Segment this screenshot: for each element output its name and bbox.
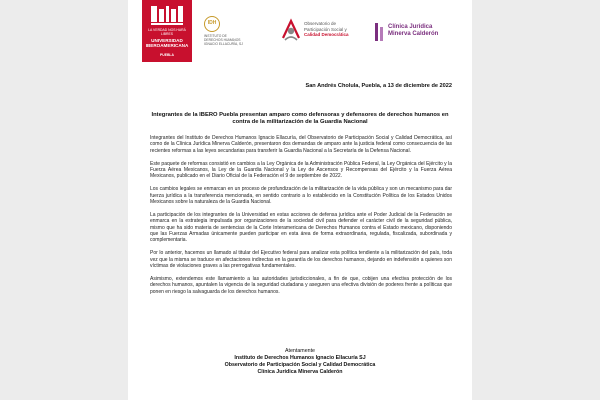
observatorio-logo <box>280 18 364 44</box>
ibero-tagline: LA VERDAD NOS HARÁ LIBRES <box>148 28 186 36</box>
clinica-mark-icon <box>374 22 386 42</box>
paragraph: Integrantes del Instituto de Derechos Humanos Ignacio Ellacuría, del Observatorio de Participación Social y Calidad Democrática, así como de la Clínica Jurídica Minerva Calderón, presentaron dos demandas de amparo ante la justicia federal como consecuencia de las recientes reformas a las leyes secundarias para transferir la Guardia Nacional a la Secretaría de la Defensa Nacional. <box>150 135 452 154</box>
clinica-juridica-logo <box>374 22 464 44</box>
document-date: San Andrés Cholula, Puebla, a 13 de diciembre de 2022 <box>305 83 452 89</box>
ibero-name: UNIVERSIDAD IBEROAMERICANA <box>145 38 189 48</box>
document-page <box>128 0 472 400</box>
document-body <box>150 135 452 301</box>
clinica-name: Clínica Jurídica Minerva Calderón <box>388 24 439 37</box>
signatory-org: Clínica Jurídica Minerva Calderón <box>257 369 343 375</box>
ibero-puebla-logo <box>142 0 192 62</box>
paragraph: Los cambios legales se enmarcan en un proceso de profundización de la militarización de la vida pública y son un mecanismo para dar fuerza jurídica a la transferencia mencionada, en sentido contrario a lo establecido en la Constitución Política de los Estados Unidos Mexicanos sobre la naturaleza de la Guardia Nacional. <box>150 186 452 206</box>
paragraph: Asimismo, extendemos este llamamiento a las autoridades jurisdiccionales, a fin de que, cobijen una efectiva protección de los derechos humanos, apuntalen la vigencia de la seguridad ciudadana y aseguren una efectiva división de poderes frente a políticas que ponen en riesgo la salvaguarda de los derechos humanos. <box>150 275 452 295</box>
ibero-crest-icon <box>149 4 185 26</box>
closing: Atentamente <box>284 348 316 354</box>
document-title: Integrantes de la IBERO Puebla presentan amparo como defensoras y defensores de derechos humanos en contra de la militarización de la Guardia Nacional <box>151 112 449 126</box>
observatorio-name: Observatorio de Participación Social y Calidad Democrática <box>304 21 349 37</box>
idh-name: INSTITUTO DE DERECHOS HUMANOS IGNACIO ELLACURÍA, SJ <box>204 34 243 46</box>
paragraph: Por lo anterior, hacemos un llamado al titular del Ejecutivo federal para analizar esta política tendiente a la militarización del país, toda vez que la misma se traduce en afectaciones indirectas en la garantía de los derechos humanos, dejando en indefensión a quienes son víctimas de violaciones graves a las prerrogativas fundamentales. <box>150 250 452 270</box>
ibero-campus: PUEBLA <box>160 53 174 57</box>
signature-block <box>150 348 450 376</box>
idh-mark-icon: IDH <box>204 16 220 32</box>
signatory-org: Observatorio de Participación Social y Calidad Democrática <box>224 362 376 368</box>
paragraph: La participación de los integrantes de la Universidad en estas acciones de defensa jurídica ante el Poder Judicial de la Federación se enmarca en la estrategia impulsada por organizaciones de la sociedad civil para defender el carácter civil de la seguridad pública, mismo que ha sido materia de sentencias de la Corte Interamericana de Derechos Humanos contra el Estado mexicano, disponiendo que las Fuerzas Armadas únicamente pueden participar en esta área de forma extraordinaria, regulada, fiscalizada, subordinada y complementaria. <box>150 211 452 244</box>
signatory-org: Instituto de Derechos Humanos Ignacio Ellacuría SJ <box>234 355 366 361</box>
observatorio-mark-icon <box>280 18 302 42</box>
idh-logo <box>204 16 274 50</box>
paragraph: Este paquete de reformas consistió en cambios a la Ley Orgánica de la Administración Pública Federal, la Ley Orgánica del Ejército y la Fuerza Aérea Mexicanos, la Ley de la Guardia Nacional y la Ley de Ascensos y Recompensas del Ejército y la Fuerza Aérea Mexicanos, publicado en el Diario Oficial de la Federación el 9 de septiembre de 2022. <box>150 160 452 180</box>
